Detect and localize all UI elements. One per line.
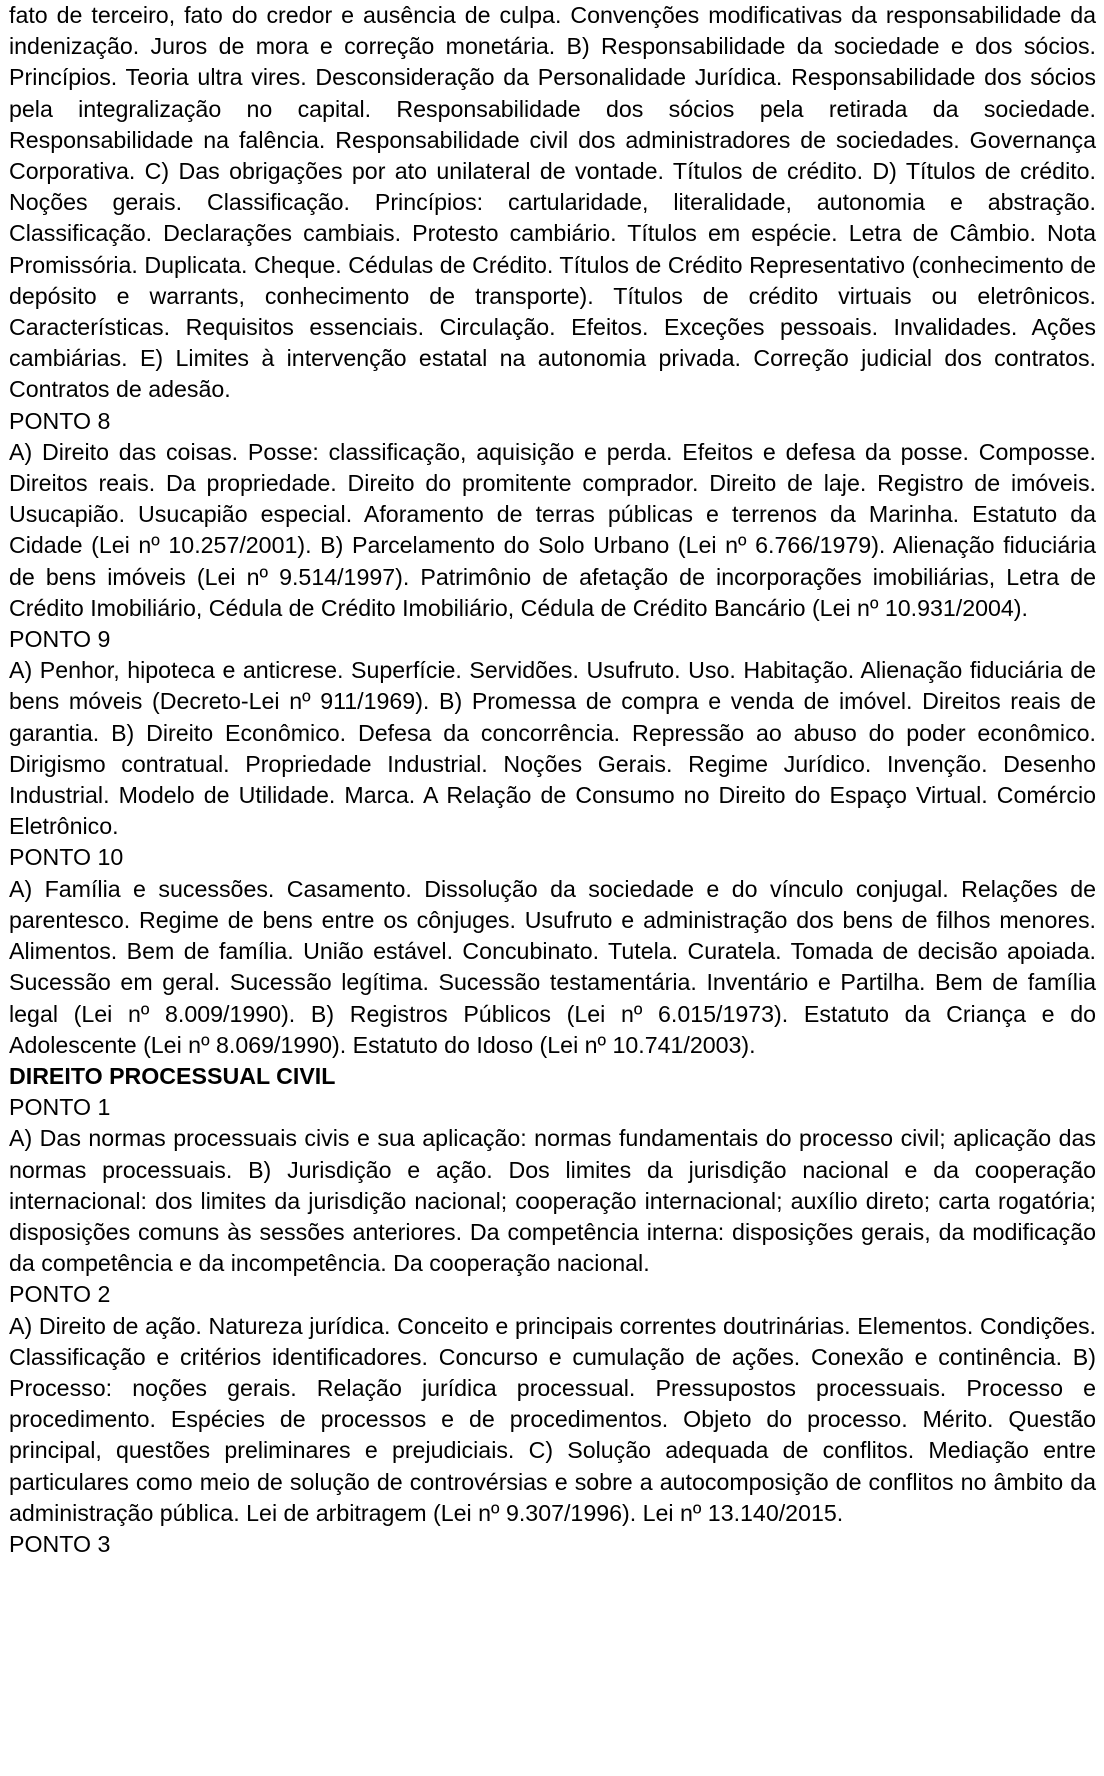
heading-processual-ponto-2: PONTO 2 — [9, 1281, 111, 1308]
paragraph-ponto-9: A) Penhor, hipoteca e anticrese. Superfície. Servidões. Usufruto. Uso. Habitação. Alienação fiduciária de bens móveis (Decreto-Lei nº 911/1969). B) Promessa de compra e venda de imóvel. Direitos reais de garantia. B) Direito Econômico. Defesa da concorrência. Repressão ao abuso do poder econômico. Dirigismo contratual. Propriedade Industrial. Noções Gerais. Regime Jurídico. Invenção. Desenho Industrial. Modelo de Utilidade. Marca. A Relação de Consumo no Direito do Espaço Virtual. Comércio Eletrônico. — [9, 657, 1096, 840]
paragraph-ponto-10: A) Família e sucessões. Casamento. Dissolução da sociedade e do vínculo conjugal. Relações de parentesco. Regime de bens entre os cônjuges. Usufruto e administração dos bens de filhos menores. Alimentos. Bem de família. União estável. Concubinato. Tutela. Curatela. Tomada de decisão apoiada. Sucessão em geral. Sucessão legítima. Sucessão testamentária. Inventário e Partilha. Bem de família legal (Lei nº 8.009/1990). B) Registros Públicos (Lei nº 6.015/1973). Estatuto da Criança e do Adolescente (Lei nº 8.069/1990). Estatuto do Idoso (Lei nº 10.741/2003). — [9, 875, 1096, 1058]
heading-ponto-8: PONTO 8 — [9, 407, 111, 434]
heading-ponto-9: PONTO 9 — [9, 626, 111, 653]
heading-ponto-10: PONTO 10 — [9, 844, 124, 871]
section-title-direito-processual-civil: DIREITO PROCESSUAL CIVIL — [9, 1062, 336, 1089]
paragraph-responsabilidade-titulos: fato de terceiro, fato do credor e ausência de culpa. Convenções modificativas da responsabilidade da indenização. Juros de mora e correção monetária. B) Responsabilidade da sociedade e dos sócios. Princípios. Teoria ultra vires. Desconsideração da Personalidade Jurídica. Responsabilidade dos sócios pela integralização no capital. Responsabilidade dos sócios pela retirada da sociedade. Responsabilidade na falência. Responsabilidade civil dos administradores de sociedades. Governança Corporativa. C) Das obrigações por ato unilateral de vontade. Títulos de crédito. D) Títulos de crédito. Noções gerais. Classificação. Princípios: cartularidade, literalidade, autonomia e abstração. Classificação. Declarações cambiais. Protesto cambiário. Títulos em espécie. Letra de Câmbio. Nota Promissória. Duplicata. Cheque. Cédulas de Crédito. Títulos de Crédito Representativo (conhecimento de depósito e warrants, conhecimento de transporte). Títulos de crédito virtuais ou eletrônicos. Características. Requisitos essenciais. Circulação. Efeitos. Exceções pessoais. Invalidades. Ações cambiárias. E) Limites à intervenção estatal na autonomia privada. Correção judicial dos contratos. Contratos de adesão. — [9, 2, 1096, 403]
heading-processual-ponto-1: PONTO 1 — [9, 1094, 111, 1121]
paragraph-processual-ponto-2: A) Direito de ação. Natureza jurídica. Conceito e principais correntes doutrinárias. Elementos. Condições. Classificação e critérios identificadores. Concurso e cumulação de ações. Conexão e continência. B) Processo: noções gerais. Relação jurídica processual. Pressupostos processuais. Processo e procedimento. Espécies de processos e de procedimentos. Objeto do processo. Mérito. Questão principal, questões preliminares e prejudiciais. C) Solução adequada de conflitos. Mediação entre particulares como meio de solução de controvérsias e sobre a autocomposição de conflitos no âmbito da administração pública. Lei de arbitragem (Lei nº 9.307/1996). Lei nº 13.140/2015. — [9, 1312, 1096, 1526]
document-page — [9, 0, 1096, 1560]
heading-processual-ponto-3: PONTO 3 — [9, 1530, 111, 1557]
paragraph-processual-ponto-1: A) Das normas processuais civis e sua aplicação: normas fundamentais do processo civil; aplicação das normas processuais. B) Jurisdição e ação. Dos limites da jurisdição nacional e da cooperação internacional: dos limites da jurisdição nacional; cooperação internacional; auxílio direto; carta rogatória; disposições comuns às sessões anteriores. Da competência interna: disposições gerais, da modificação da competência e da incompetência. Da cooperação nacional. — [9, 1125, 1096, 1277]
paragraph-ponto-8: A) Direito das coisas. Posse: classificação, aquisição e perda. Efeitos e defesa da posse. Composse. Direitos reais. Da propriedade. Direito do promitente comprador. Direito de laje. Registro de imóveis. Usucapião. Usucapião especial. Aforamento de terras públicas e terrenos da Marinha. Estatuto da Cidade (Lei nº 10.257/2001). B) Parcelamento do Solo Urbano (Lei nº 6.766/1979). Alienação fiduciária de bens imóveis (Lei nº 9.514/1997). Patrimônio de afetação de incorporações imobiliárias, Letra de Crédito Imobiliário, Cédula de Crédito Imobiliário, Cédula de Crédito Bancário (Lei nº 10.931/2004). — [9, 438, 1096, 621]
